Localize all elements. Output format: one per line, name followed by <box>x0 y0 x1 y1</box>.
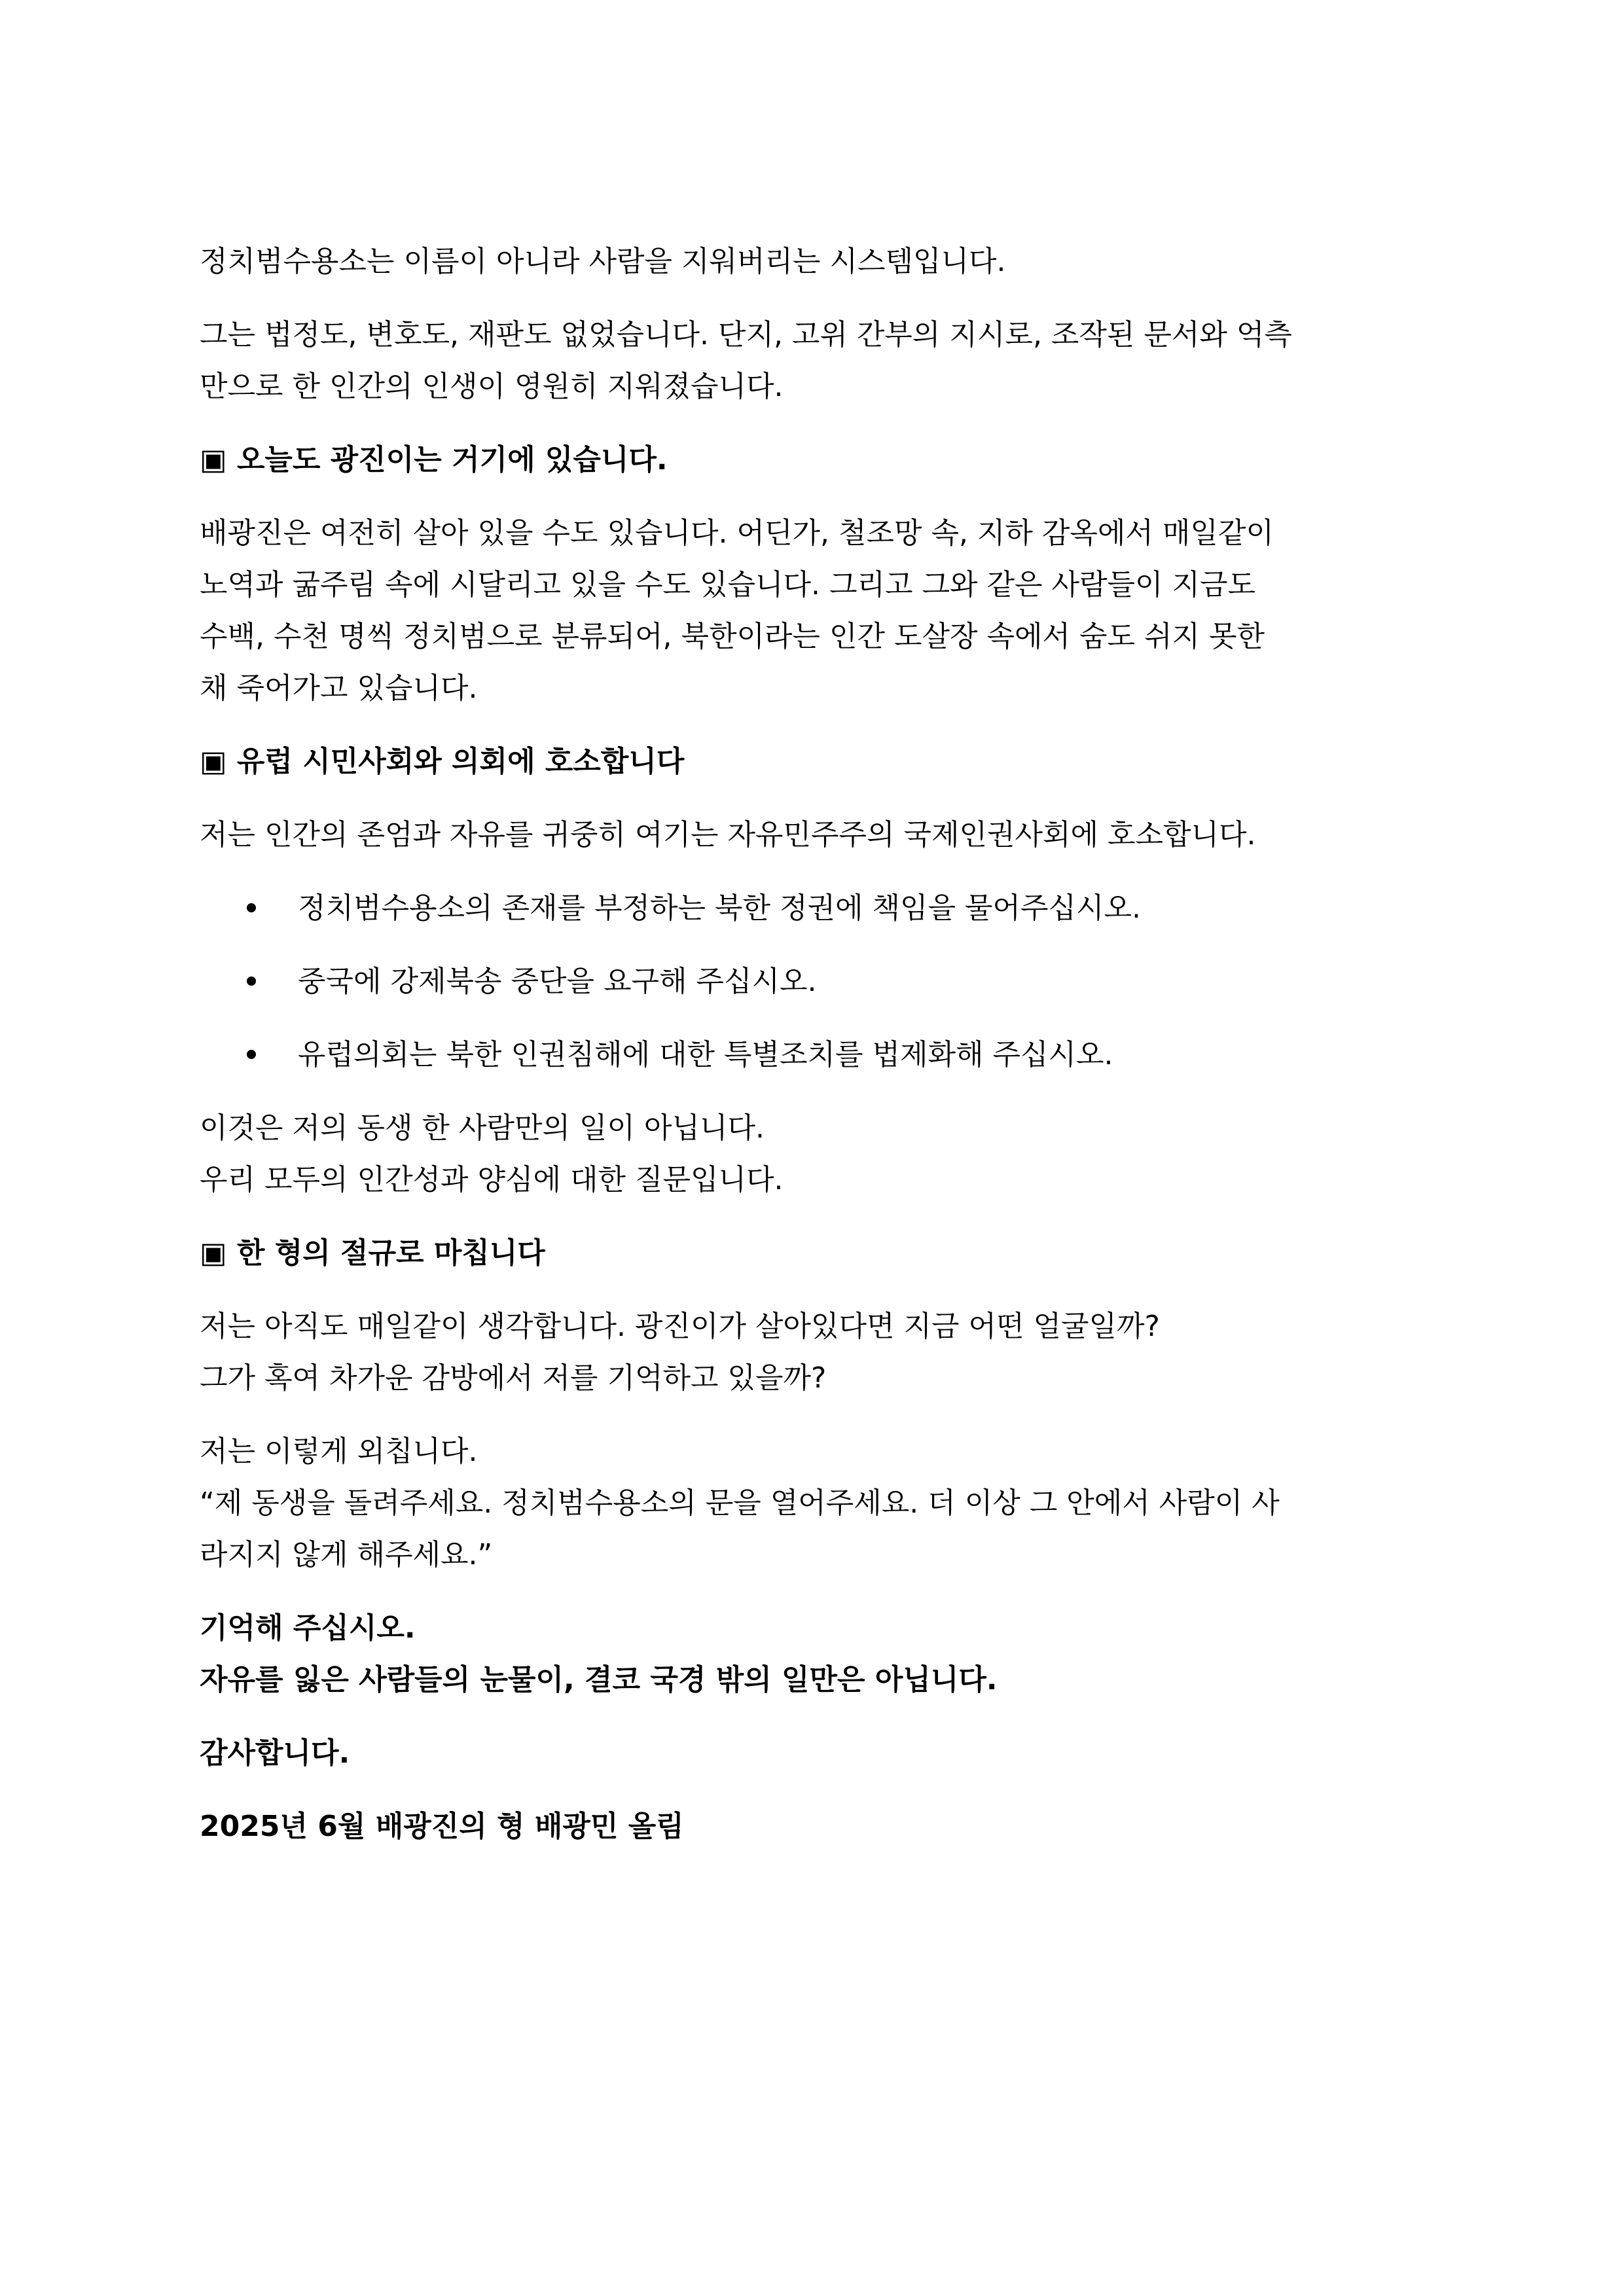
section-heading-appeal: ▣ 유럽 시민사회와 의회에 호소합니다 <box>200 745 685 778</box>
text-line: 만으로 한 인간의 인생이 영원히 지워졌습니다. <box>200 370 784 403</box>
text-line: “제 동생을 돌려주세요. 정치범수용소의 문을 열어주세요. 더 이상 그 안에서 사람이 사 <box>200 1486 1280 1520</box>
list-item-text: 유럽의회는 북한 인권침해에 대한 특별조치를 법제화해 주십시오. <box>298 1038 1113 1071</box>
text-line: 배광진은 여전히 살아 있을 수도 있습니다. 어딘가, 철조망 속, 지하 감옥에서 매일같이 <box>200 516 1274 550</box>
text-line: 저는 아직도 매일같이 생각합니다. 광진이가 살아있다면 지금 어떤 얼굴일까? <box>200 1310 1160 1343</box>
appeal-list <box>200 882 1430 1081</box>
text-line: 수백, 수천 명씩 정치범으로 분류되어, 북한이라는 인간 도살장 속에서 숨도 쉬지 못한 <box>200 620 1265 653</box>
section-heading-closing: ▣ 한 형의 절규로 마칩니다 <box>200 1236 545 1270</box>
paragraph-still-there <box>200 507 1430 714</box>
text-line: 그가 혹여 차가운 감방에서 저를 기억하고 있을까? <box>200 1361 827 1395</box>
text-line: 라지지 않게 해주세요.” <box>200 1538 493 1571</box>
paragraph-no-trial <box>200 309 1430 412</box>
section-heading-still-there: ▣ 오늘도 광진이는 거기에 있습니다. <box>200 443 668 476</box>
closing-remember <box>200 1602 1430 1706</box>
text-line: 기억해 주십시오. <box>200 1611 416 1645</box>
text-line: 자유를 잃은 사람들의 눈물이, 결코 국경 밖의 일만은 아닙니다. <box>200 1663 998 1696</box>
signature-line: 2025년 6월 배광진의 형 배광민 올림 <box>200 1810 684 1843</box>
document-page <box>200 236 1430 1852</box>
bullet-icon <box>247 1050 256 1059</box>
list-item-text: 정치범수용소의 존재를 부정하는 북한 정권에 책임을 물어주십시오. <box>298 891 1142 925</box>
list-item <box>200 882 1430 934</box>
list-item-text: 중국에 강제북송 중단을 요구해 주십시오. <box>298 965 817 998</box>
text-line: 그는 법정도, 변호도, 재판도 없었습니다. 단지, 고위 간부의 지시로, 조작된 문서와 억측 <box>200 318 1292 351</box>
paragraph-cry <box>200 1426 1430 1581</box>
text-line: 우리 모두의 인간성과 양심에 대한 질문입니다. <box>200 1163 784 1196</box>
text-line: 채 죽어가고 있습니다. <box>200 672 478 705</box>
appeal-intro: 저는 인간의 존엄과 자유를 귀중히 여기는 자유민주주의 국제인권사회에 호소합니다. <box>200 818 1256 852</box>
bullet-icon <box>247 977 256 986</box>
list-item <box>200 956 1430 1007</box>
text-line: 이것은 저의 동생 한 사람만의 일이 아닙니다. <box>200 1111 765 1145</box>
intro-line: 정치범수용소는 이름이 아니라 사람을 지워버리는 시스템입니다. <box>200 245 1006 278</box>
bullet-icon <box>247 903 256 912</box>
paragraph-not-only <box>200 1102 1430 1206</box>
list-item <box>200 1029 1430 1081</box>
text-line: 노역과 굶주림 속에 시달리고 있을 수도 있습니다. 그리고 그와 같은 사람들이 지금도 <box>200 568 1255 601</box>
paragraph-wonder <box>200 1300 1430 1404</box>
text-line: 저는 이렇게 외칩니다. <box>200 1435 478 1468</box>
thanks-line: 감사합니다. <box>200 1736 350 1770</box>
